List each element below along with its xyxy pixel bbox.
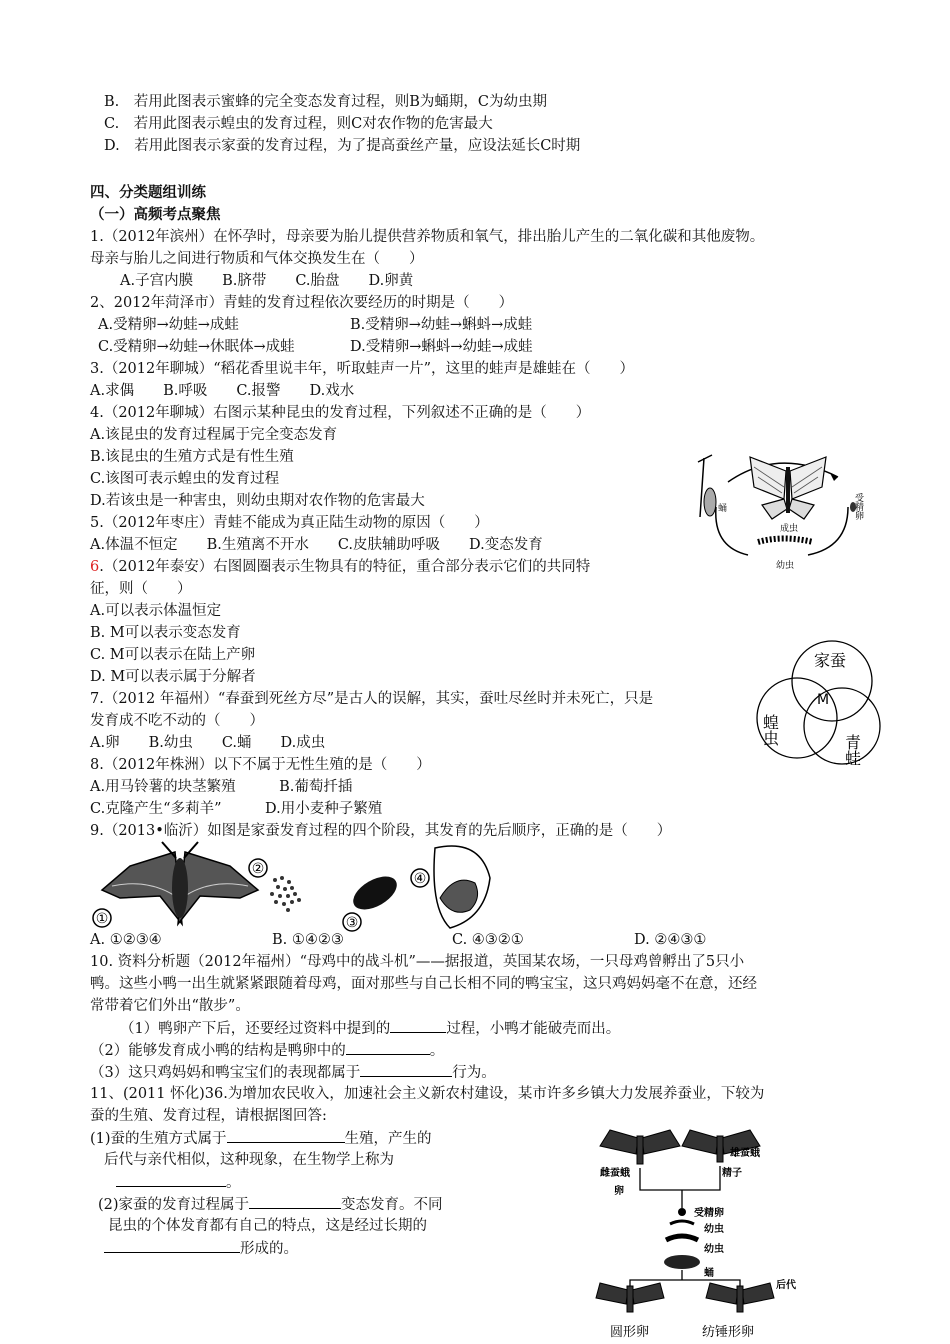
venn-label-frog: 青蛙 <box>842 734 862 766</box>
q10-sub1-text-a: （1）鸭卵产下后，还要经过资料中提到的 <box>120 1021 391 1037</box>
q10-sub2-text-a: （2）能够发育成小鸭的结构是鸭卵中的 <box>90 1043 346 1059</box>
round-egg-label: 圆形卵 <box>610 1325 650 1340</box>
pupa-label: 蛹 <box>718 504 728 514</box>
q2-option-c: C.受精卵→幼蛙→休眠体→成蛙 <box>98 339 295 355</box>
fertilized-egg-illustration <box>678 1208 686 1216</box>
q10-line2: 鸭。这些小鸭一出生就紧紧跟随着母鸡，面对那些与自己长相不同的鸭宝宝，这只鸡妈妈毫不在意，还经 <box>90 976 757 992</box>
q11-line2: 蚕的生殖、发育过程，请根据图回答: <box>90 1108 327 1124</box>
q6-option-b: B. M可以表示变态发育 <box>90 625 241 641</box>
q9-option-d: D. ②④③① <box>634 932 707 948</box>
q2-option-d: D.受精卵→蝌蚪→幼蛙→成蛙 <box>350 339 533 355</box>
q11-part2 <box>98 1194 443 1215</box>
larva2-label: 幼虫 <box>704 1244 724 1255</box>
q6-stem-cont: 征，则（ ） <box>90 581 192 597</box>
q3-options: A.求偶 B.呼吸 C.报警 D.戏水 <box>90 383 355 399</box>
offspring-label: 后代 <box>776 1280 796 1291</box>
q10-sub3 <box>90 1062 496 1083</box>
answer-blank-7[interactable] <box>104 1238 240 1253</box>
pupa-illustration <box>704 488 716 516</box>
answer-blank-1[interactable] <box>390 1018 446 1033</box>
pupa-illustration <box>664 1255 700 1269</box>
pupa-illustration <box>348 870 403 917</box>
answer-blank-4[interactable] <box>227 1128 345 1143</box>
q4-option-c: C.该图可表示蝗虫的发育过程 <box>90 471 280 487</box>
q6-option-a: A.可以表示体温恒定 <box>90 603 222 619</box>
stage-label-3: ③ <box>345 915 359 931</box>
q10-sub1-text-b: 过程，小鸭才能破壳而出。 <box>446 1021 621 1037</box>
q5-stem: 5.（2012年枣庄）青蛙不能成为真正陆生动物的原因（ ） <box>90 515 489 531</box>
q9-stem: 9.（2013•临沂）如图是家蚕发育过程的四个阶段，其发育的先后顺序，正确的是（ ） <box>90 823 672 839</box>
q11-part1 <box>90 1128 432 1149</box>
q11-line1: 11、(2011 怀化)36.为增加农民收入，加速社会主义新农村建设，某市许多乡镇大力发展养蚕业，下较为 <box>90 1086 765 1102</box>
q10-line1: 10. 资料分析题（2012年福州）“母鸡中的战斗机”——据报道，英国某农场，一只母鸡曾孵出了5只小 <box>90 954 745 970</box>
q11-part2-text-a: (2)家蚕的发育过程属于 <box>98 1197 250 1213</box>
option-d-text: D. 若用此图表示家蚕的发育过程，为了提高蚕丝产量，应设法延长C时期 <box>104 138 581 154</box>
sperm-label: 精子 <box>722 1168 742 1179</box>
stage-label-1: ① <box>95 911 109 927</box>
moth-illustration <box>102 842 258 924</box>
egg-label: 受精卵 <box>853 493 863 520</box>
q9-option-c: C. ④③②① <box>452 932 524 948</box>
q8-options-ab: A.用马铃薯的块茎繁殖 B.葡萄扦插 <box>90 779 353 795</box>
larva1-illustration <box>670 1221 694 1224</box>
q6-option-c: C. M可以表示在陆上产卵 <box>90 647 256 663</box>
venn-label-m: M <box>817 692 830 708</box>
answer-blank-3[interactable] <box>360 1062 452 1077</box>
offspring-moth-right-illustration <box>706 1283 774 1312</box>
q11-part1-text-a: (1)蚕的生殖方式属于 <box>90 1131 227 1147</box>
venn-label-locust: 蝗虫 <box>760 714 780 746</box>
q11-part2-text-d: 形成的。 <box>240 1241 298 1257</box>
q3-stem: 3.（2012年聊城）“稻花香里说丰年，听取蛙声一片”，这里的蛙声是雄蛙在（ ） <box>90 361 635 377</box>
stage-label-4: ④ <box>413 871 427 887</box>
q11-part2-text-b: 变态发育。不同 <box>341 1197 443 1213</box>
q10-sub1 <box>120 1018 620 1039</box>
q11-part2-end <box>104 1238 298 1259</box>
q4-option-b: B.该昆虫的生殖方式是有性生殖 <box>90 449 294 465</box>
q2-option-b: B.受精卵→幼蛙→蝌蚪→成蛙 <box>350 317 533 333</box>
q6-option-d: D. M可以表示属于分解者 <box>90 669 256 685</box>
q6-number: 6 <box>90 559 100 575</box>
q1-stem-cont: 母亲与胎儿之间进行物质和气体交换发生在（ ） <box>90 251 424 267</box>
q11-part1-cont: 后代与亲代相似，这种现象，在生物学上称为 <box>104 1152 394 1168</box>
option-b-text: B. 若用此图表示蜜蜂的完全变态发育过程，则B为蛹期，C为幼虫期 <box>104 94 548 110</box>
eggs-illustration <box>270 876 301 912</box>
male-moth-label: 雄蚕蛾 <box>730 1148 760 1159</box>
spindle-egg-label: 纺锤形卵 <box>702 1325 755 1340</box>
q6-stem-text: .（2012年泰安）右图圆圈表示生物具有的特征，重合部分表示它们的共同特 <box>99 559 591 575</box>
answer-blank-6[interactable] <box>249 1194 341 1209</box>
q10-sub3-text-a: （3）这只鸡妈妈和鸭宝宝们的表现都属于 <box>90 1065 361 1081</box>
q7-options: A.卵 B.幼虫 C.蛹 D.成虫 <box>90 735 326 751</box>
pupa-label: 蛹 <box>704 1268 714 1279</box>
female-moth-illustration <box>600 1130 680 1164</box>
answer-blank-5[interactable] <box>116 1172 226 1187</box>
offspring-moth-left-illustration <box>596 1283 664 1312</box>
adult-label: 成虫 <box>780 524 799 534</box>
section-subtitle: （一）高频考点聚焦 <box>90 207 221 223</box>
female-moth-label: 雌蚕蛾 <box>600 1168 630 1179</box>
larva1-label: 幼虫 <box>704 1224 724 1235</box>
larva2-illustration <box>666 1236 698 1240</box>
option-c-text: C. 若用此图表示蝗虫的发育过程，则C对农作物的危害最大 <box>104 116 493 132</box>
q9-option-a: A. ①②③④ <box>90 932 162 948</box>
q4-option-a: A.该昆虫的发育过程属于完全变态发育 <box>90 427 338 443</box>
q10-line3: 常带着它们外出“散步”。 <box>90 998 250 1014</box>
q11-part2-cont: 昆虫的个体发育都有自己的特点，这是经过长期的 <box>108 1218 427 1234</box>
q8-stem: 8.（2012年株洲）以下不属于无性生殖的是（ ） <box>90 757 431 773</box>
q6-stem <box>90 557 590 577</box>
q11-part1-text-b: 生殖，产生的 <box>344 1131 432 1147</box>
larva-label: 幼虫 <box>776 561 795 571</box>
larva-illustration <box>758 539 813 543</box>
venn-diagram-figure <box>752 636 887 771</box>
section-title: 四、分类题组训练 <box>90 185 206 201</box>
q10-sub2-text-b: 。 <box>429 1043 445 1059</box>
answer-blank-2[interactable] <box>346 1040 430 1055</box>
q4-option-d: D.若该虫是一种害虫，则幼虫期对农作物的危害最大 <box>90 493 425 509</box>
insect-lifecycle-figure <box>688 447 868 572</box>
silkworm-stages-figure <box>90 838 500 934</box>
egg-label: 卵 <box>614 1186 624 1197</box>
q1-options: A.子宫内膜 B.脐带 C.胎盘 D.卵黄 <box>120 273 414 289</box>
q11-part1-text-d: 。 <box>226 1175 241 1191</box>
q11-part1-end <box>116 1172 241 1193</box>
q9-option-b: B. ①④②③ <box>272 932 344 948</box>
q8-options-cd: C.克隆产生“多莉羊” D.用小麦种子繁殖 <box>90 801 383 817</box>
q7-stem-cont: 发育成不吃不动的（ ） <box>90 713 264 729</box>
fertilized-egg-label: 受精卵 <box>694 1208 724 1219</box>
q7-stem: 7.（2012 年福州）“春蚕到死丝方尽”是古人的误解，其实，蚕吐尽丝时并未死亡，只是 <box>90 691 654 707</box>
q2-stem: 2、2012年菏泽市）青蛙的发育过程依次要经历的时期是（ ） <box>90 295 514 311</box>
stage-label-2: ② <box>251 861 265 877</box>
q10-sub3-text-b: 行为。 <box>452 1065 496 1081</box>
q1-stem: 1.（2012年滨州）在怀孕时，母亲要为胎儿提供营养物质和氧气，排出胎儿产生的二氧化碳和其他废物。 <box>90 229 765 245</box>
silkworm-reproduction-figure <box>570 1128 815 1340</box>
q2-option-a: A.受精卵→幼蛙→成蛙 <box>98 317 239 333</box>
q5-options: A.体温不恒定 B.生殖离不开水 C.皮肤辅助呼吸 D.变态发育 <box>90 537 543 553</box>
q10-sub2 <box>90 1040 444 1061</box>
q4-stem: 4.（2012年聊城）右图示某种昆虫的发育过程，下列叙述不正确的是（ ） <box>90 405 591 421</box>
venn-label-silkworm: 家蚕 <box>814 651 847 670</box>
butterfly-illustration <box>750 457 826 519</box>
